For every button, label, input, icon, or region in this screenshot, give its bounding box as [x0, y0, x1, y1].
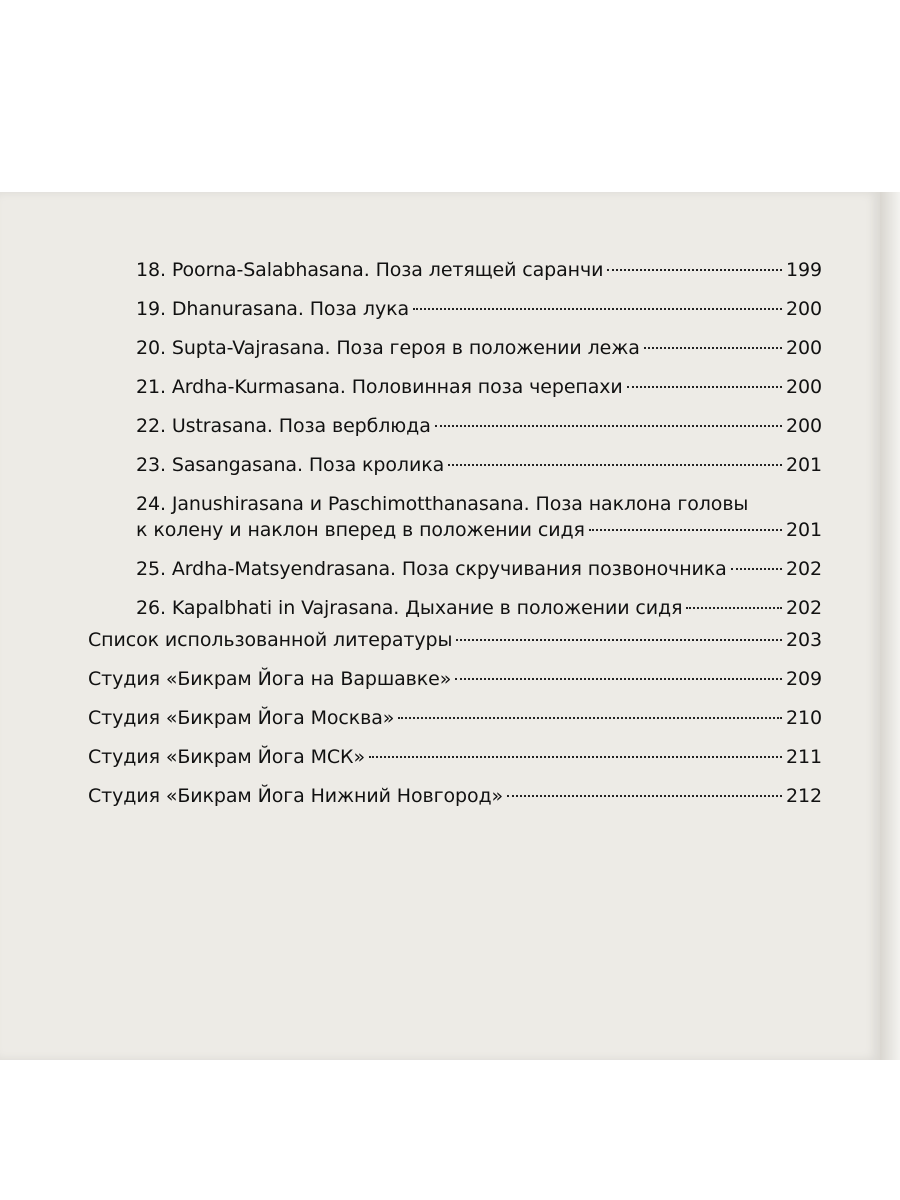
toc-entry-title: Студия «Бикрам Йога МСК»: [88, 746, 365, 768]
toc-entry-studio-msk: [88, 744, 822, 770]
toc-page-number: 202: [786, 597, 822, 619]
toc-entry-studio-varshavka: [88, 666, 822, 692]
toc-entry-18: [88, 257, 822, 283]
toc-entry-studio-nizhny: [88, 783, 822, 809]
toc-page-number: 209: [786, 668, 822, 690]
dot-leader: [413, 308, 782, 310]
toc-page-number: 201: [786, 454, 822, 476]
toc-entry-title: Студия «Бикрам Йога на Варшавке»: [88, 668, 452, 690]
toc-entry-title: Студия «Бикрам Йога Нижний Новгород»: [88, 785, 504, 807]
toc-page-number: 200: [786, 376, 822, 398]
toc-entry-studio-moskva: [88, 705, 822, 731]
dot-leader: [507, 795, 782, 797]
toc-entry-title: 18. Poorna-Salabhasana. Поза летящей саранчи: [136, 259, 604, 281]
toc-page-number: 199: [786, 259, 822, 281]
dot-leader: [607, 269, 782, 271]
toc-page-number: 203: [786, 629, 822, 651]
toc-page-number: 210: [786, 707, 822, 729]
toc-entry-22: [88, 413, 822, 439]
toc-entry-19: [88, 296, 822, 322]
toc-entry-title: 22. Ustrasana. Поза верблюда: [136, 415, 431, 437]
toc-entry-title-continued: к колену и наклон вперед в положении сидя: [136, 519, 585, 541]
dot-leader: [435, 425, 782, 427]
toc-page-number: 201: [786, 519, 822, 541]
toc-page-number: 202: [786, 558, 822, 580]
toc-entry-title: 20. Supta-Vajrasana. Поза героя в положении лежа: [136, 337, 640, 359]
dot-leader: [627, 386, 782, 388]
toc-entry-title: 24. Janushirasana и Paschimotthanasana. Поза наклона головы: [136, 493, 749, 515]
toc-entry-title: 21. Ardha-Kurmasana. Половинная поза черепахи: [136, 376, 623, 398]
toc-entry-23: [88, 452, 822, 478]
dot-leader: [644, 347, 782, 349]
toc-entry-title: 19. Dhanurasana. Поза лука: [136, 298, 410, 320]
dot-leader: [369, 756, 782, 758]
table-of-contents: [88, 257, 822, 822]
toc-entry-25: [88, 556, 822, 582]
toc-entry-21: [88, 374, 822, 400]
toc-entry-20: [88, 335, 822, 361]
toc-entry-title: 23. Sasangasana. Поза кролика: [136, 454, 445, 476]
toc-page-number: 200: [786, 415, 822, 437]
dot-leader: [398, 717, 782, 719]
dot-leader: [456, 639, 782, 641]
toc-page-number: 200: [786, 337, 822, 359]
dot-leader: [448, 464, 782, 466]
toc-entry-bibliography: [88, 627, 822, 653]
toc-page-number: 212: [786, 785, 822, 807]
toc-entry-26: [88, 595, 822, 621]
dot-leader: [455, 678, 782, 680]
toc-page-number: 200: [786, 298, 822, 320]
toc-entry-title: Студия «Бикрам Йога Москва»: [88, 707, 395, 729]
dot-leader: [731, 568, 782, 570]
page-edge-shadow: [880, 192, 900, 1060]
dot-leader: [686, 607, 782, 609]
toc-page-number: 211: [786, 746, 822, 768]
dot-leader: [589, 529, 782, 531]
toc-entry-title: 25. Ardha-Matsyendrasana. Поза скручивания позвоночника: [136, 558, 727, 580]
toc-entry-24: [88, 491, 822, 543]
toc-entry-title: 26. Kapalbhati in Vajrasana. Дыхание в положении сидя: [136, 597, 683, 619]
toc-entry-title: Список использованной литературы: [88, 629, 453, 651]
